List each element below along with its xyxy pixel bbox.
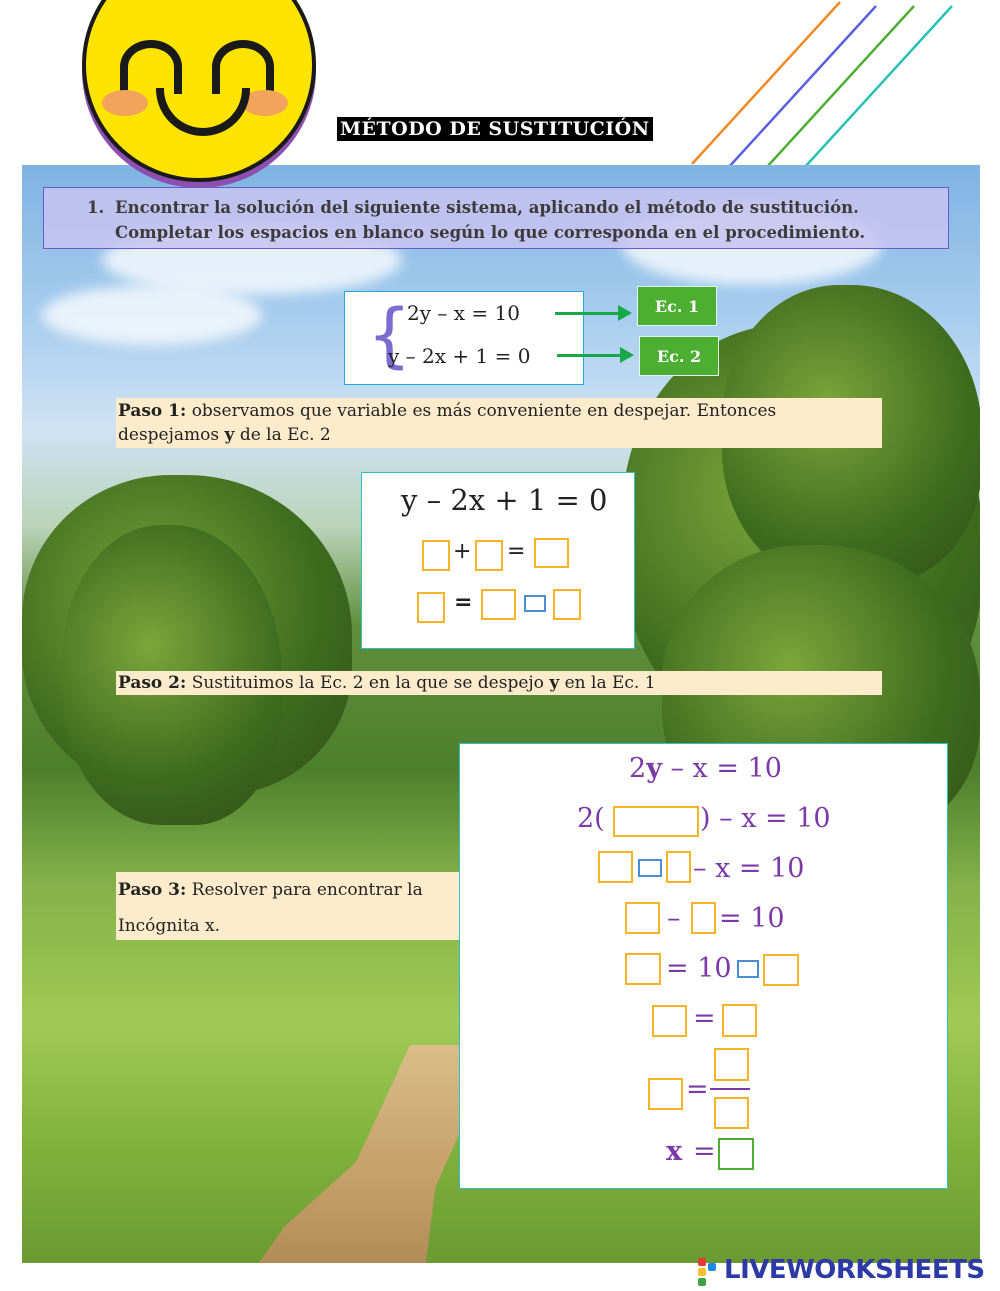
equals-sign: = <box>693 1003 716 1034</box>
paso-3-text <box>116 872 459 940</box>
equation-line-3: – x = 10 <box>693 853 805 884</box>
equals-sign: = <box>693 1136 716 1167</box>
answer-blank[interactable] <box>475 540 503 571</box>
answer-blank[interactable] <box>422 540 450 571</box>
equation-line-2-b: ) – x = 10 <box>700 803 831 834</box>
var-x: x <box>666 1136 683 1167</box>
step1-equation: y – 2x + 1 = 0 <box>401 483 608 517</box>
arrow-icon <box>557 354 623 357</box>
answer-blank[interactable] <box>648 1078 683 1110</box>
fraction-bar <box>710 1088 750 1090</box>
instruction-box <box>43 187 949 249</box>
step2-workspace <box>459 743 948 1189</box>
answer-blank[interactable] <box>417 592 445 623</box>
paso-3-text-b: Incógnita x. <box>118 916 221 936</box>
equation-2: y – 2x + 1 = 0 <box>388 344 531 368</box>
paso-2-text <box>116 671 882 695</box>
answer-blank[interactable] <box>763 954 799 986</box>
denominator-blank[interactable] <box>714 1097 749 1129</box>
answer-blank[interactable] <box>553 589 581 620</box>
paso-1-var: y <box>224 425 235 445</box>
minus-sign: – <box>667 903 681 934</box>
answer-blank[interactable] <box>666 851 691 883</box>
answer-blank[interactable] <box>481 589 516 620</box>
instruction-line-2: Completar los espacios en blanco según lo que corresponda en el procedimiento. <box>115 223 866 242</box>
equals-sign: = <box>507 539 526 564</box>
answer-blank[interactable] <box>598 851 633 883</box>
coef: 2 <box>629 753 647 784</box>
var-y: y <box>646 753 662 784</box>
paso-2-label: Paso 2: <box>118 673 187 693</box>
smiley-face-icon <box>82 0 316 182</box>
instruction-number: 1. <box>87 198 105 217</box>
paso-3-text-a: Resolver para encontrar la <box>191 880 423 900</box>
equation-line-4: = 10 <box>719 903 785 934</box>
arrowhead-icon <box>620 347 634 363</box>
paso-3-label: Paso 3: <box>118 880 187 900</box>
paso-2-var: y <box>549 673 560 693</box>
liveworksheets-logo <box>698 1254 994 1286</box>
answer-blank[interactable] <box>625 902 660 934</box>
step1-workspace <box>361 472 635 649</box>
equals-sign: = <box>686 1074 709 1105</box>
arrowhead-icon <box>618 305 632 321</box>
paso-2-text-b: en la Ec. 1 <box>564 673 656 693</box>
paso-1-text-b: despejamos <box>118 425 220 445</box>
equation-line-5: = 10 <box>666 953 732 984</box>
arrow-icon <box>555 312 621 315</box>
operator-blank[interactable] <box>638 859 662 877</box>
equation-1: 2y – x = 10 <box>407 301 520 325</box>
answer-blank[interactable] <box>625 953 661 985</box>
paso-1-text <box>116 398 882 448</box>
answer-blank[interactable] <box>613 806 699 837</box>
equation-line-2-a: 2( <box>577 803 605 834</box>
logo-text: LIVEWORKSHEETS <box>724 1255 985 1285</box>
brace-icon: { <box>367 294 412 376</box>
instruction-line-1: Encontrar la solución del siguiente sistema, aplicando el método de sustitución. <box>115 198 859 217</box>
final-answer-blank[interactable] <box>718 1138 754 1170</box>
operator-blank[interactable] <box>737 960 759 978</box>
system-equations-box <box>344 291 584 385</box>
answer-blank[interactable] <box>722 1004 757 1037</box>
equation-line-1 <box>629 753 782 784</box>
paso-2-text-a: Sustituimos la Ec. 2 en la que se despejo <box>191 673 544 693</box>
answer-blank[interactable] <box>691 902 716 934</box>
paso-1-text-a: observamos que variable es más conveniente en despejar. Entonces <box>191 401 777 421</box>
numerator-blank[interactable] <box>714 1048 749 1081</box>
ec1-label: Ec. 1 <box>637 286 717 326</box>
page-title: MÉTODO DE SUSTITUCIÓN <box>337 117 653 141</box>
answer-blank[interactable] <box>534 538 569 568</box>
operator-blank[interactable] <box>524 595 546 612</box>
ec2-label: Ec. 2 <box>639 336 719 376</box>
equals-sign: = <box>454 590 473 615</box>
decorative-lines <box>680 0 1000 170</box>
rest: – x = 10 <box>661 753 782 784</box>
answer-blank[interactable] <box>652 1005 687 1037</box>
paso-1-text-c: de la Ec. 2 <box>239 425 331 445</box>
paso-1-label: Paso 1: <box>118 401 187 421</box>
plus-sign: + <box>453 539 472 564</box>
